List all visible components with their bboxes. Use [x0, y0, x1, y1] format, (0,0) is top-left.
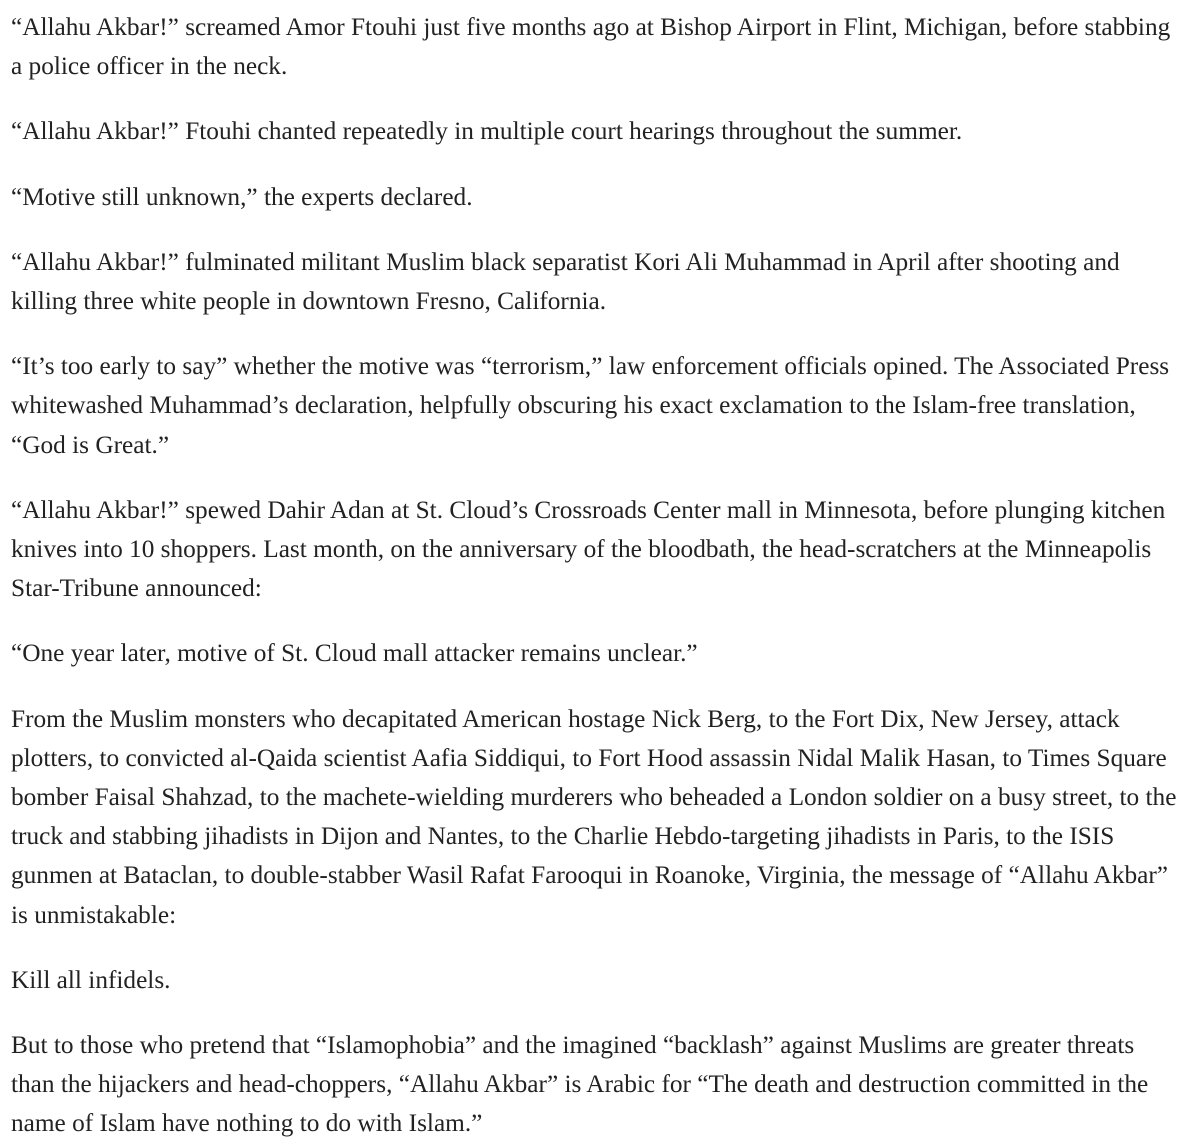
paragraph-conclusion: But to those who pretend that “Islamophobia” and the imagined “backlash” against Muslims are greater threats than the hijackers and head-choppers, “Allahu Akbar” is Arabic for “The death and destruction committed in the name of Islam have nothing to do with Islam.”: [11, 1031, 1149, 1138]
paragraph-fresno: “Allahu Akbar!” fulminated militant Muslim black separatist Kori Ali Muhammad in April after shooting and killing three white people in downtown Fresno, California.: [11, 247, 1120, 316]
paragraph-kill-all: Kill all infidels.: [11, 965, 171, 994]
paragraph-headline-quote: “One year later, motive of St. Cloud mall attacker remains unclear.”: [11, 639, 698, 668]
paragraph-motive-unknown: “Motive still unknown,” the experts declared.: [11, 182, 473, 211]
paragraph-ftouhi-airport: “Allahu Akbar!” screamed Amor Ftouhi just five months ago at Bishop Airport in Flint, Michigan, before stabbing a police officer in the neck.: [11, 13, 1171, 81]
paragraph-list-of-attacks: From the Muslim monsters who decapitated American hostage Nick Berg, to the Fort Dix, New Jersey, attack plotters, to convicted al-Qaida scientist Aafia Siddiqui, to Fort Hood assassin Nidal Malik Hasan, to Times Square bomber Faisal Shahzad, to the machete-wielding murderers who beheaded a London soldier on a busy street, to the truck and stabbing jihadists in Dijon and Nantes, to the Charlie Hebdo-targeting jihadists in Paris, to the ISIS gunmen at Bataclan, to double-stabber Wasil Rafat Farooqui in Roanoke, Virginia, the message of “Allahu Akbar” is unmistakable:: [11, 704, 1177, 929]
paragraph-too-early: “It’s too early to say” whether the motive was “terrorism,” law enforcement officials opined. The Associated Press whitewashed Muhammad’s declaration, helpfully obscuring his exact exclamation to the Islam-free translation, “God is Great.”: [11, 352, 1170, 459]
paragraph-st-cloud: “Allahu Akbar!” spewed Dahir Adan at St. Cloud’s Crossroads Center mall in Minnesota, before plunging kitchen knives into 10 shoppers. Last month, on the anniversary of the bloodbath, the head-scratchers at the Minneapolis Star-Tribune announced:: [11, 495, 1166, 603]
paragraph-ftouhi-court: “Allahu Akbar!” Ftouhi chanted repeatedly in multiple court hearings throughout the summer.: [11, 117, 963, 146]
